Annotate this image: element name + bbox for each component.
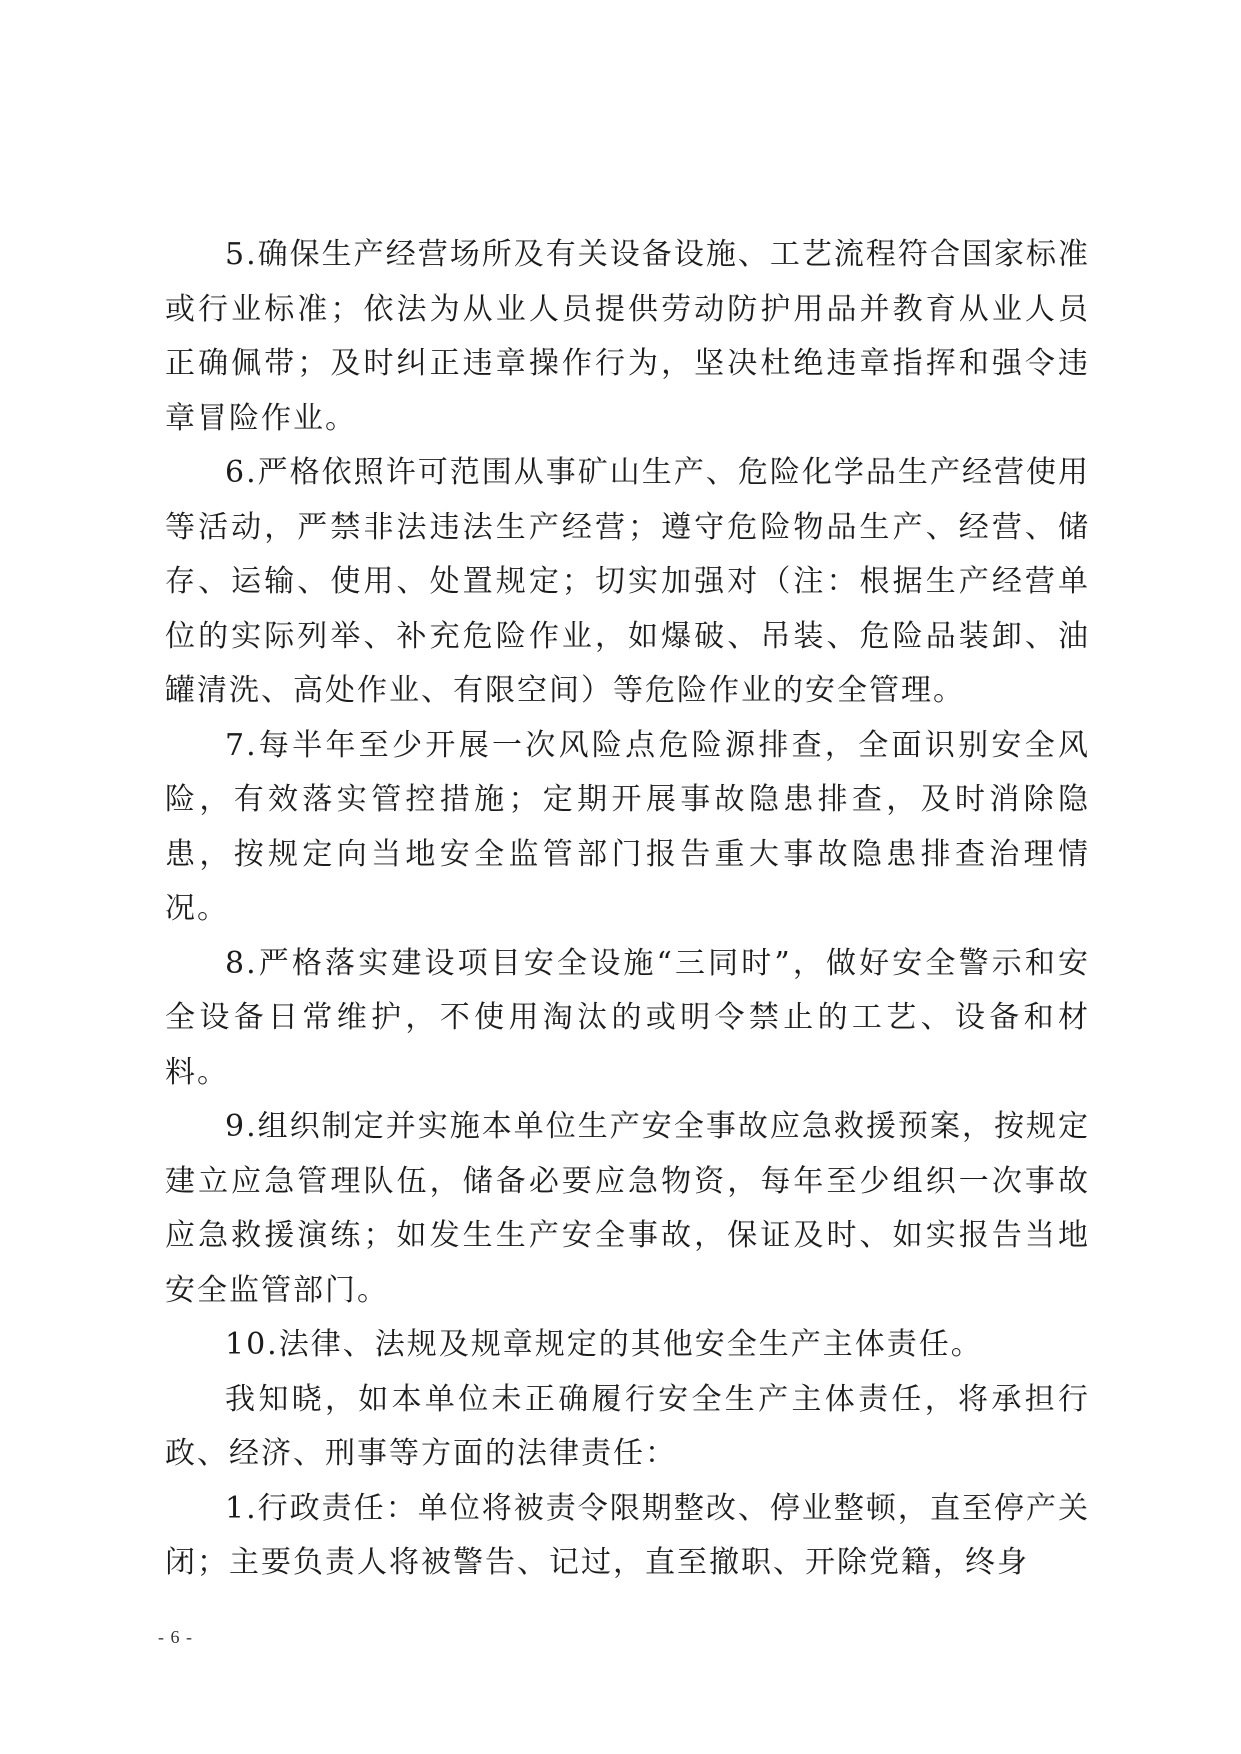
paragraph-item-8: 8.严格落实建设项目安全设施“三同时”，做好安全警示和安全设备日常维护，不使用淘汰的或明令禁止的工艺、设备和材料。 <box>165 945 1090 1090</box>
paragraph-administrative-liability: 1.行政责任：单位将被责令限期整改、停业整顿，直至停产关闭；主要负责人将被警告、记过，直至撤职、开除党籍，终身 <box>165 1490 1090 1580</box>
paragraph-item-7: 7.每半年至少开展一次风险点危险源排查，全面识别安全风险，有效落实管控措施；定期开展事故隐患排查，及时消除隐患，按规定向当地安全监管部门报告重大事故隐患排查治理情况。 <box>165 727 1090 926</box>
page-number: - 6 - <box>158 1627 193 1647</box>
document-body <box>165 228 1090 1591</box>
paragraph-item-6: 6.严格依照许可范围从事矿山生产、危险化学品生产经营使用等活动，严禁非法违法生产经营；遵守危险物品生产、经营、储存、运输、使用、处置规定；切实加强对（注：根据生产经营单位的实际列举、补充危险作业，如爆破、吊装、危险品装卸、油罐清洗、高处作业、有限空间）等危险作业的安全管理。 <box>165 455 1090 708</box>
paragraph-item-9: 9.组织制定并实施本单位生产安全事故应急救援预案，按规定建立应急管理队伍，储备必要应急物资，每年至少组织一次事故应急救援演练；如发生生产安全事故，保证及时、如实报告当地安全监管部门。 <box>165 1109 1090 1308</box>
paragraph-item-5: 5.确保生产经营场所及有关设备设施、工艺流程符合国家标准或行业标准；依法为从业人员提供劳动防护用品并教育从业人员正确佩带；及时纠正违章操作行为，坚决杜绝违章指挥和强令违章冒险作业。 <box>165 237 1090 436</box>
paragraph-liability-intro: 我知晓，如本单位未正确履行安全生产主体责任，将承担行政、经济、刑事等方面的法律责任： <box>165 1381 1090 1471</box>
paragraph-item-10: 10.法律、法规及规章规定的其他安全生产主体责任。 <box>225 1327 983 1362</box>
